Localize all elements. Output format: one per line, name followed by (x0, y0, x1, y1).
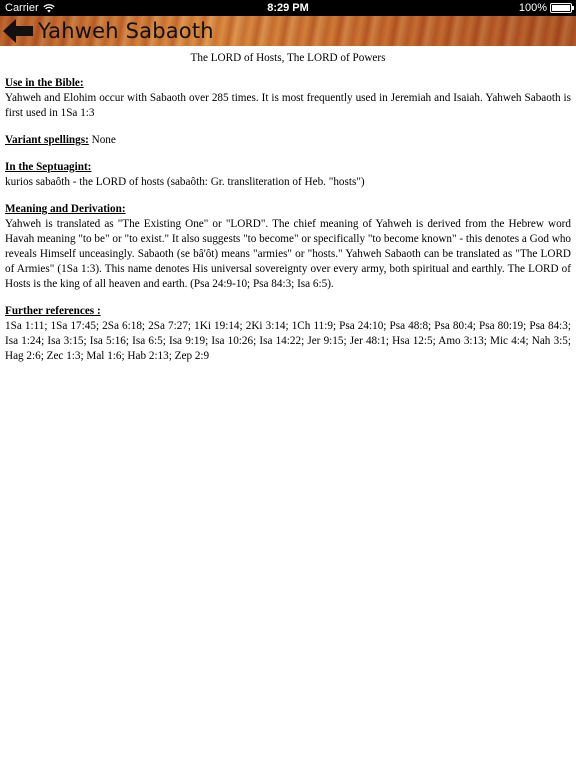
meaning-section (5, 202, 571, 292)
title-bar (0, 16, 576, 46)
page-title: Yahweh Sabaoth (38, 19, 214, 43)
references-text[interactable]: 1Sa 1:11; 1Sa 17:45; 2Sa 6:18; 2Sa 7:27; 1Ki 19:14; 2Ki 3:14; 1Ch 11:9; Psa 24:10; Psa 48:8; Psa 80:4; Psa 80:19; Psa 84:3; Isa 1:24; Isa 3:15; Isa 5:16; Isa 6:5; Isa 9:19; Isa 10:26; Isa 14:22; Jer 9:15; Jer 48:1; Hsa 12:5; Amo 3:13; Mic 4:4; Nah 3:5; Hag 2:6; Zec 1:3; Mal 1:6; Hab 2:13; Zep 2:9 (5, 320, 571, 362)
back-arrow-icon (2, 18, 34, 44)
septuagint-heading: In the Septuagint: (5, 161, 92, 173)
content-area (5, 46, 571, 376)
carrier-label: Carrier (5, 2, 39, 14)
meaning-heading: Meaning and Derivation: (5, 203, 126, 215)
use-section (5, 76, 571, 121)
variant-heading: Variant spellings: (5, 134, 89, 146)
septuagint-section (5, 160, 571, 190)
clock: 8:29 PM (267, 2, 309, 14)
variant-text: None (91, 134, 116, 146)
back-button[interactable] (2, 18, 34, 44)
use-text: Yahweh and Elohim occur with Sabaoth over 285 times. It is most frequently used in Jeremiah and Isaiah. Yahweh Sabaoth is first used in 1Sa 1:3 (5, 92, 571, 119)
references-section (5, 304, 571, 364)
battery-indicator (519, 0, 572, 16)
meaning-text: Yahweh is translated as "The Existing One" or "LORD". The chief meaning of Yahweh is derived from the Hebrew word Havah meaning "to be" or "to exist." It also suggests "to become" or specifically "to become known" - this denotes a God who reveals Himself unceasingly. Sabaoth (se bâ'ôt) means "armies" or "hosts." Yahweh Sabaoth can be translated as "The LORD of Armies" (1Sa 1:3). This name denotes His universal sovereignty over every army, both spiritual and earthly. The LORD of Hosts is the king of all heaven and earth. (Psa 24:9-10; Psa 84:3; Isa 6:5). (5, 218, 571, 290)
status-bar (0, 0, 576, 16)
battery-icon (550, 3, 572, 13)
name-subtitle: The LORD of Hosts, The LORD of Powers (190, 52, 386, 64)
septuagint-text: kurios sabaôth - the LORD of hosts (sabaôth: Gr. transliteration of Heb. "hosts") (5, 176, 365, 188)
references-heading: Further references : (5, 305, 101, 317)
use-heading: Use in the Bible: (5, 77, 84, 89)
variant-section (5, 133, 571, 148)
battery-percent: 100% (518, 2, 547, 14)
